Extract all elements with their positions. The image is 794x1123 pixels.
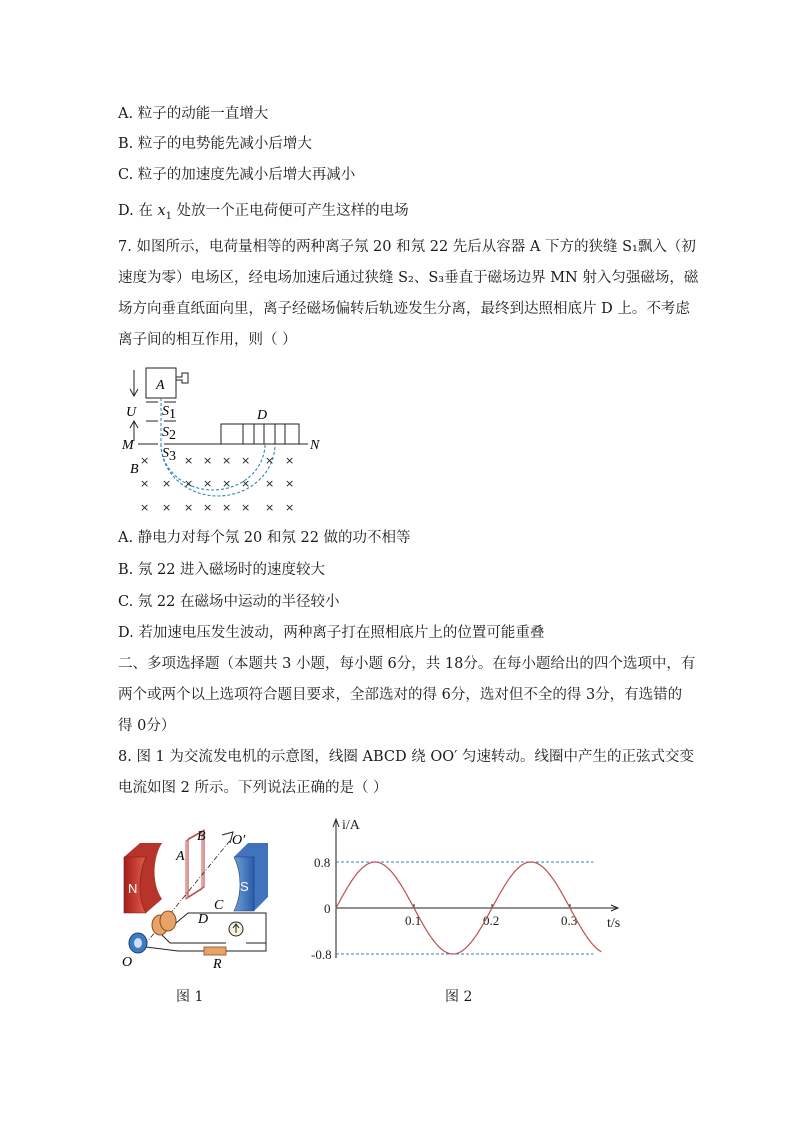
section2-line-2: 两个或两个以上选项符合题目要求，全部选对的得 6分，选对但不全的得 3分，有选错的 (118, 687, 683, 703)
y-tick-label-1: 0 (324, 901, 331, 916)
label-d: D (198, 912, 209, 927)
svg-text:×: × (140, 501, 150, 514)
svg-text:×: × (241, 454, 251, 467)
q7-option-d: D. 若加速电压发生波动，两种离子打在照相底片上的位置可能重叠 (118, 625, 545, 641)
svg-text:×: × (222, 477, 232, 490)
q6-option-b: B. 粒子的电势能先减小后增大 (118, 136, 312, 152)
magnet-n (124, 843, 162, 913)
figure-1-caption: 图 1 (176, 989, 204, 1005)
label-r: R (213, 957, 222, 972)
label-m: M (122, 438, 134, 453)
figure-2-caption: 图 2 (445, 989, 473, 1005)
label-a: A (176, 849, 185, 864)
q6-option-d: D. 在 $x_1$ 处放一个正电荷便可产生这样的电场 (118, 203, 409, 222)
svg-text:×: × (265, 454, 275, 467)
svg-text:×: × (241, 477, 251, 490)
q7-stem-line-3: 场方向垂直纸面向里，离子经磁场偏转后轨迹发生分离，最终到达照相底片 D 上。不考虑 (118, 301, 690, 317)
x-tick-label-1: 0.1 (405, 913, 422, 928)
svg-text:×: × (222, 454, 232, 467)
label-b: B (130, 462, 139, 477)
svg-text:×: × (241, 501, 251, 514)
svg-text:×: × (162, 477, 172, 490)
label-a: A (156, 378, 165, 393)
section2-line-3: 得 0分） (118, 718, 176, 734)
svg-text:×: × (162, 501, 172, 514)
q6-option-a: A. 粒子的动能一直增大 (118, 106, 269, 122)
svg-text:×: × (265, 501, 275, 514)
label-b: B (197, 829, 206, 844)
q7-stem-line-1: 7. 如图所示，电荷量相等的两种离子氖 20 和氖 22 先后从容器 A 下方的狭缝 S₁飘入（初 (118, 239, 696, 255)
y-tick-label-0: 0.8 (314, 855, 331, 870)
svg-text:×: × (203, 454, 213, 467)
svg-text:×: × (203, 501, 213, 514)
svg-text:×: × (140, 477, 150, 490)
photo-plate-d (221, 424, 299, 444)
q6-option-c: C. 粒子的加速度先减小后增大再减小 (118, 167, 356, 183)
x-tick-label-2: 0.2 (483, 913, 500, 928)
svg-text:×: × (184, 454, 194, 467)
label-u: U (126, 405, 137, 420)
label-o-prime: O′ (232, 833, 246, 848)
q8-stem-line-2: 电流如图 2 所示。下列说法正确的是（ ） (118, 780, 388, 796)
current-time-chart (310, 815, 621, 965)
svg-text:×: × (140, 454, 150, 467)
q7-option-b: B. 氖 22 进入磁场时的速度较大 (118, 562, 326, 578)
svg-text:×: × (265, 477, 275, 490)
y-axis-label: i/A (342, 818, 360, 833)
svg-text:×: × (184, 501, 194, 514)
svg-text:×: × (203, 477, 213, 490)
q7-stem-line-4: 离子间的相互作用，则（ ） (118, 332, 297, 348)
label-n: N (310, 438, 320, 453)
q7-option-a: A. 静电力对每个氖 20 和氖 22 做的功不相等 (118, 530, 411, 546)
x-axis-label: t/s (607, 916, 621, 931)
q8-stem-line-1: 8. 图 1 为交流发电机的示意图，线圈 ABCD 绕 OO′ 匀速转动。线圈中产生的正弦式交变 (118, 749, 695, 765)
svg-text:N: N (128, 881, 138, 896)
svg-text:×: × (184, 477, 194, 490)
q8-generator-figure (118, 825, 278, 970)
y-tick-label-2: -0.8 (311, 947, 332, 962)
svg-text:S3: S3 (162, 446, 176, 464)
svg-text:S: S (240, 879, 249, 894)
svg-text:×: × (222, 501, 232, 514)
x-tick-label-3: 0.3 (561, 913, 578, 928)
q7-mass-spectrometer-figure (118, 365, 348, 525)
label-d: D (257, 408, 268, 423)
magnet-s (234, 843, 268, 911)
magnetic-field-crosses (140, 454, 294, 514)
section2-line-1: 二、多项选择题（本题共 3 小题，每小题 6分，共 18分。在每小题给出的四个选项中，有 (118, 656, 696, 672)
svg-text:×: × (285, 477, 295, 490)
svg-text:S2: S2 (162, 425, 176, 443)
svg-text:×: × (285, 501, 295, 514)
svg-text:×: × (285, 454, 295, 467)
label-o: O (122, 955, 133, 970)
svg-text:S1: S1 (162, 404, 176, 422)
q7-option-c: C. 氖 22 在磁场中运动的半径较小 (118, 594, 340, 610)
label-c: C (214, 898, 224, 913)
q7-stem-line-2: 速度为零）电场区，经电场加速后通过狭缝 S₂、S₃垂直于磁场边界 MN 射入匀强磁场，磁 (118, 270, 699, 286)
